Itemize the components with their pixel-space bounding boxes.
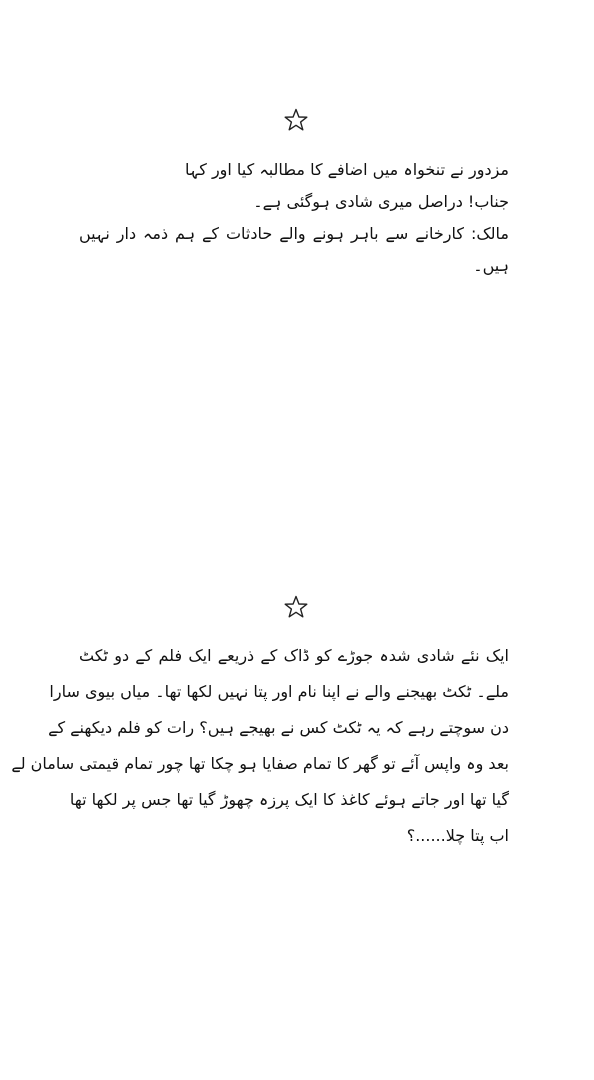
- star-separator-icon: [284, 595, 308, 619]
- joke-1-line-1: مزدور نے تنخواہ میں اضافے کا مطالبہ کیا اور کہا: [184, 160, 509, 179]
- joke-2-line-6: اب پتا چلا......؟: [406, 826, 509, 845]
- joke-2-line-3: دن سوچتے رہے کہ یہ ٹکٹ کس نے بھیجے ہیں؟ رات کو فلم دیکھنے کے: [48, 718, 509, 737]
- joke-2-line-4: بعد وہ واپس آئے تو گھر کا تمام صفایا ہو چکا تھا چور تمام قیمتی سامان لے: [11, 754, 509, 773]
- star-separator-icon: [284, 108, 308, 132]
- joke-2-line-2: ملے۔ ٹکٹ بھیجنے والے نے اپنا نام اور پتا نہیں لکھا تھا۔ میاں بیوی سارا: [49, 682, 509, 701]
- joke-1-line-2: جناب! دراصل میری شادی ہوگئی ہے۔: [253, 192, 509, 211]
- joke-2-line-1: ایک نئے شادی شدہ جوڑے کو ڈاک کے ذریعے ایک فلم کے دو ٹکٹ: [79, 646, 509, 665]
- joke-1-line-3: مالک: کارخانے سے باہر ہونے والے حادثات کے ہم ذمہ دار نہیں: [79, 224, 509, 243]
- joke-2-line-5: گیا تھا اور جاتے ہوئے کاغذ کا ایک پرزہ چھوڑ گیا تھا جس پر لکھا تھا: [69, 790, 509, 809]
- joke-1-line-4: ہیں۔: [473, 256, 509, 275]
- joke-1: [79, 154, 509, 282]
- joke-2: [11, 638, 509, 854]
